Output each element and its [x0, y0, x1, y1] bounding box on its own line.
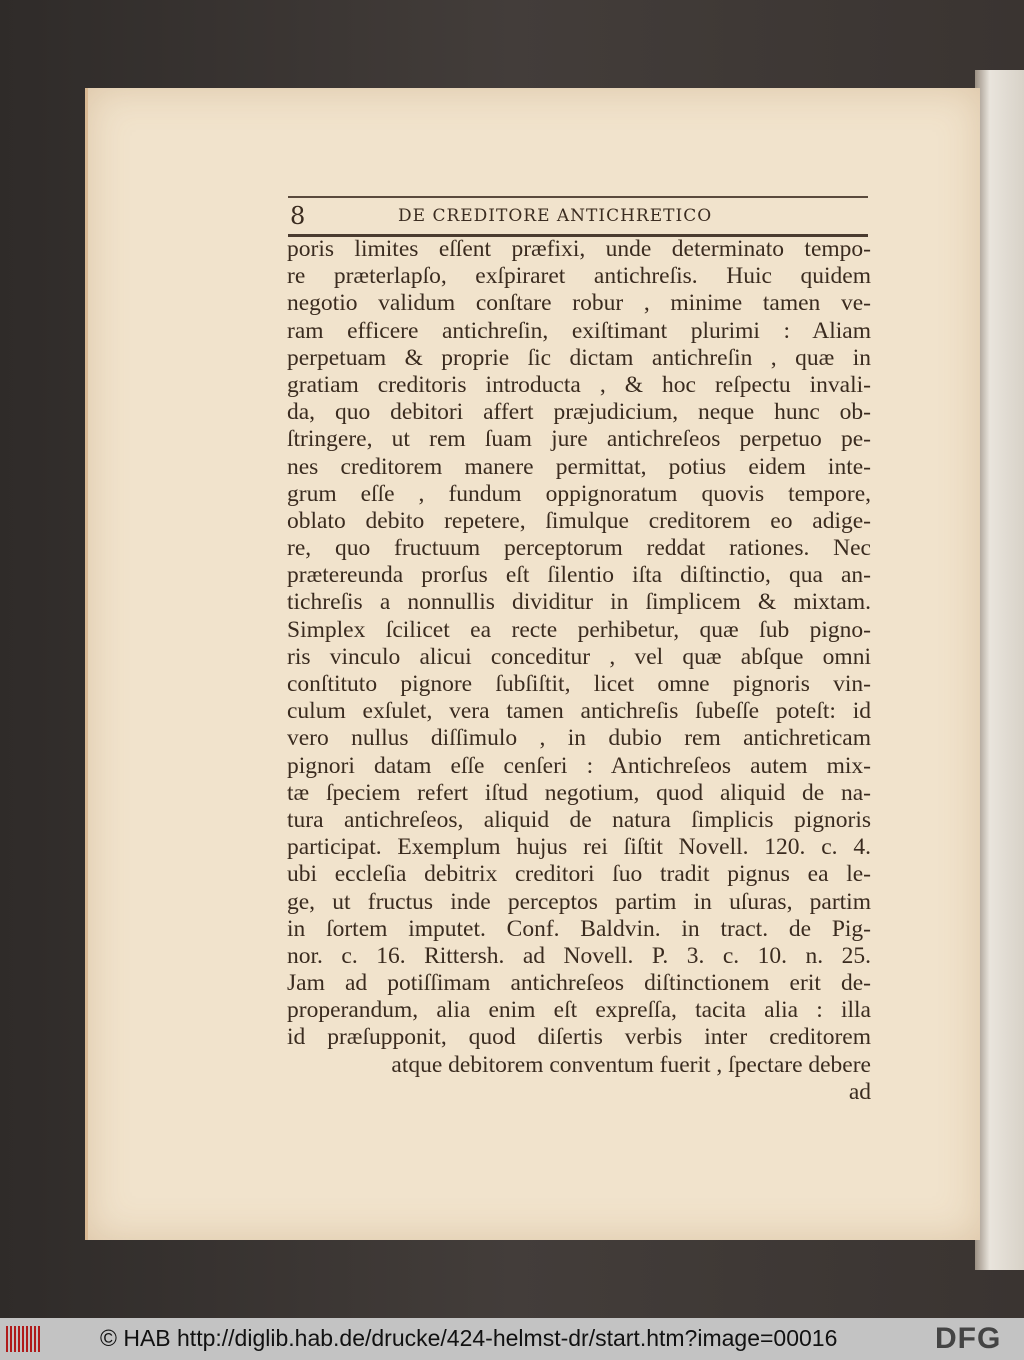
footer-bar	[0, 1318, 1024, 1360]
catchword: ad	[848, 1078, 871, 1105]
text-line: pignori datam eſſe cenſeri : Antichreſeos autem mix-	[287, 752, 871, 779]
text-line: vero nullus diſſimulo , in dubio rem antichreticam	[287, 725, 871, 752]
running-title: DE CREDITORE ANTICHRETICO	[398, 206, 713, 226]
hab-logo-icon	[6, 1326, 42, 1352]
text-line: ſtringere, ut rem ſuam jure antichreſeos perpetuo pe-	[287, 426, 871, 453]
text-line: nes creditorem manere permittat, potius eidem inte-	[287, 453, 871, 480]
text-line: in ſortem imputet. Conf. Baldvin. in tract. de Pig-	[287, 915, 871, 942]
text-line: re, quo fructuum perceptorum reddat rationes. Nec	[287, 535, 871, 562]
text-line: conſtituto pignore ſubſiſtit, licet omne pignoris vin-	[287, 671, 871, 697]
page-header	[288, 196, 868, 237]
text-line: tæ ſpeciem refert iſtud negotium, quod aliquid de na-	[287, 779, 871, 806]
text-line: properandum, alia enim eſt expreſſa, tacita alia : illa	[287, 997, 871, 1024]
text-line: da, quo debitori affert præjudicium, neque hunc ob-	[287, 399, 871, 426]
text-line: atque debitorem conventum fuerit , ſpectare debere	[391, 1051, 871, 1078]
text-line: Jam ad potiſſimam antichreſeos diſtinctionem erit de-	[287, 970, 871, 997]
text-line: culum exſulet, vera tamen antichreſis ſubeſſe poteſt: id	[287, 698, 871, 725]
text-line: id præſupponit, quod diſertis verbis inter creditorem	[287, 1024, 871, 1051]
text-line: Simplex ſcilicet ea recte perhibetur, quæ ſub pigno-	[287, 616, 871, 643]
text-line: ge, ut fructus inde perceptos partim in uſuras, partim	[287, 888, 871, 915]
text-line: negotio validum conſtare robur , minime tamen ve-	[287, 290, 871, 317]
text-line: re præterlapſo, exſpiraret antichreſis. Huic quidem	[287, 263, 871, 290]
copyright-link[interactable]: © HAB http://diglib.hab.de/drucke/424-helmst-dr/start.htm?image=00016	[100, 1325, 838, 1351]
text-line: ubi eccleſia debitrix creditori ſuo tradit pignus ea le-	[287, 861, 871, 888]
text-line: tura antichreſeos, aliquid de natura ſimplicis pignoris	[287, 806, 871, 833]
page-number: 8	[290, 202, 306, 230]
text-line: prætereunda prorſus eſt ſilentio iſta diſtinctio, qua an-	[287, 562, 871, 589]
text-line: grum eſſe , fundum oppignoratum quovis tempore,	[287, 480, 871, 507]
dfg-logo: DFG	[935, 1322, 1002, 1355]
text-line: poris limites eſſent præfixi, unde determinato tempo-	[287, 236, 871, 262]
text-line: participat. Exemplum hujus rei ſiſtit Novell. 120. c. 4.	[287, 834, 871, 861]
text-line: nor. c. 16. Rittersh. ad Novell. P. 3. c. 10. n. 25.	[287, 942, 871, 969]
text-line: perpetuam & proprie ſic dictam antichreſin , quæ in	[287, 344, 871, 371]
text-line: oblato debito repetere, ſimulque creditorem eo adige-	[287, 507, 871, 534]
page-body-text	[287, 236, 871, 1106]
text-line: gratiam creditoris introducta , & hoc reſpectu invali-	[287, 371, 871, 398]
text-line: ris vinculo alicui conceditur , vel quæ abſque omni	[287, 643, 871, 670]
text-line: tichreſis a nonnullis dividitur in ſimplicem & mixtam.	[287, 589, 871, 616]
adjacent-page-edge	[975, 70, 1024, 1270]
text-line: ram efficere antichreſin, exiſtimant plurimi : Aliam	[287, 317, 871, 344]
